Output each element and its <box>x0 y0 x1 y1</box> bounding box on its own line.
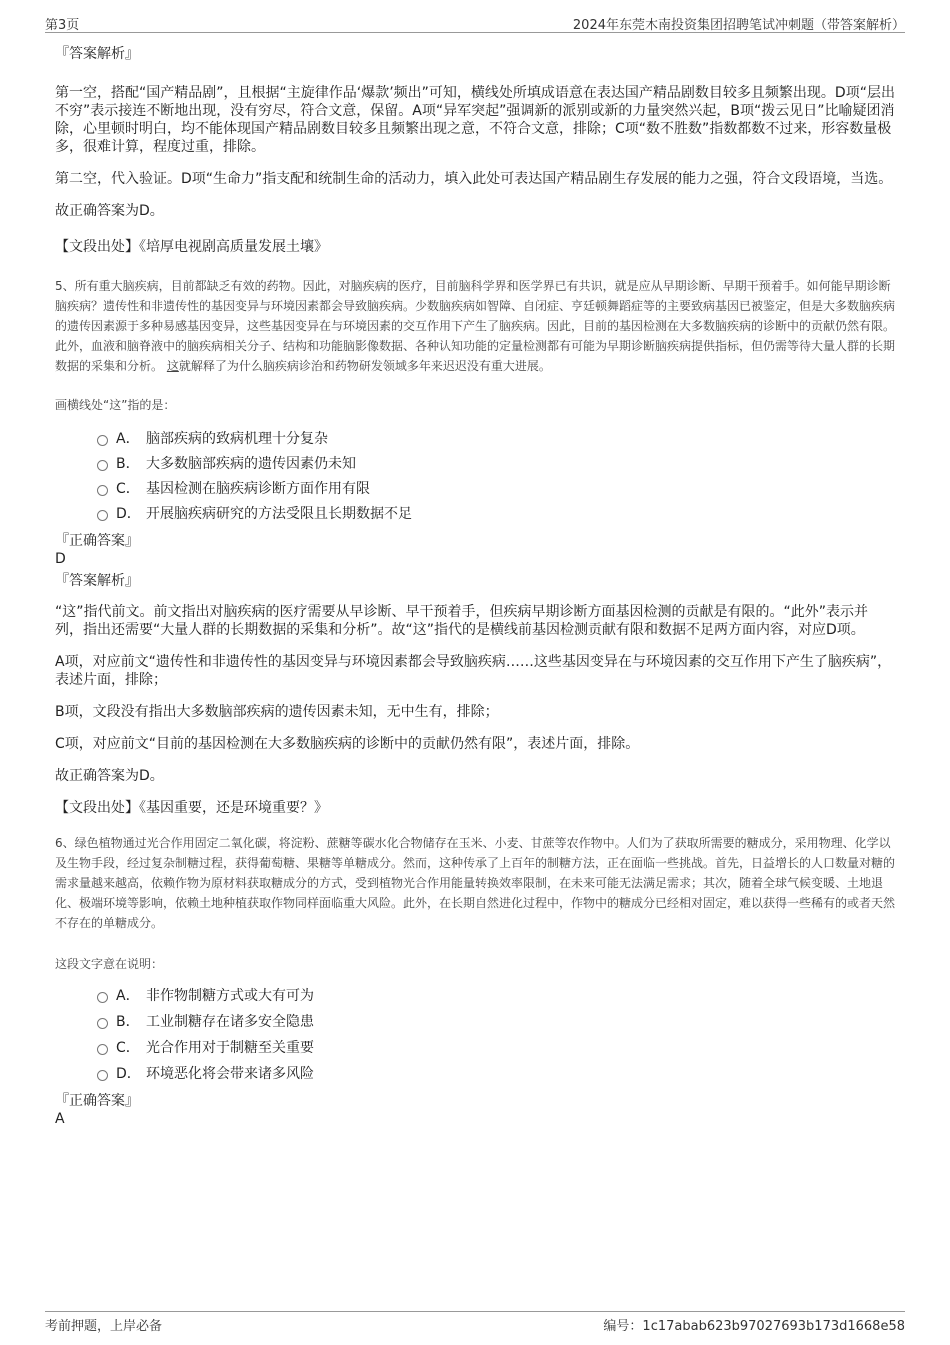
q5-option-a[interactable] <box>97 430 895 448</box>
q5-option-c[interactable] <box>97 480 895 498</box>
source-label: 【文段出处】 <box>55 239 139 255</box>
footer-code-value: 1c17abab623b97027693b173d1668e58 <box>642 1319 905 1334</box>
q4-source <box>55 238 895 256</box>
option-text: 大多数脑部疾病的遗传因素仍未知 <box>146 456 356 472</box>
radio-icon[interactable] <box>97 1044 108 1055</box>
radio-icon[interactable] <box>97 510 108 521</box>
q5-passage <box>55 276 895 376</box>
option-letter: A． <box>116 431 140 447</box>
footer-code-label: 编号： <box>603 1319 643 1334</box>
q6-passage: 6、绿色植物通过光合作用固定二氧化碳，将淀粉、蔗糖等碳水化合物储存在玉米、小麦、甘蔗等农作物中。人们为了获取所需要的糖成分，采用物理、化学以及生物手段，经过复杂制糖过程，获得葡萄糖、果糖等单糖成分。然而，这种传承了上百年的制糖方法，正在面临一些挑战。首先，日益增长的人口数量对糖的需求量越来越高，依赖作物为原材料获取糖成分的方式，受到植物光合作用能量转换效率限制，在未来可能无法满足需求；其次，随着全球气候变暖、土地退化、极端环境等影响，依赖土地种植获取作物同样面临重大风险。此外，在长期自然进化过程中，作物中的糖成分已经相对固定，难以获得一些稀有的或者天然不存在的单糖成分。 <box>55 836 896 930</box>
document-title: 2024年东莞木南投资集团招聘笔试冲刺题（带答案解析） <box>572 18 905 33</box>
q5-analysis-paragraph-4: C项，对应前文“目前的基因检测在大多数脑疾病的诊断中的贡献仍然有限”，表述片面，排除。 <box>55 736 640 752</box>
q5-answer: D <box>55 551 66 567</box>
q5-analysis-paragraph-1: “这”指代前文。前文指出对脑疾病的医疗需要从早诊断、早干预着手，但疾病早期诊断方面基因检测的贡献是有限的。“此外”表示并列，指出还需要“大量人群的长期数据的采集和分析”。故“这”指代的是横线前基因检测贡献有限和数据不足两方面内容，对应D项。 <box>55 604 869 638</box>
option-text: 基因检测在脑疾病诊断方面作用有限 <box>146 481 370 497</box>
option-text: 开展脑疾病研究的方法受限且长期数据不足 <box>146 506 412 522</box>
source-title: 《基因重要，还是环境重要？》 <box>139 800 328 816</box>
radio-icon[interactable] <box>97 1070 108 1081</box>
option-text: 非作物制糖方式或大有可为 <box>146 988 314 1004</box>
q5-passage-tail: 就解释了为什么脑疾病诊治和药物研发领域多年来迟迟没有重大进展。 <box>178 359 551 373</box>
q5-option-b[interactable] <box>97 455 895 473</box>
option-text: 环境恶化将会带来诸多风险 <box>146 1066 314 1082</box>
analysis-heading: 『答案解析』 <box>55 46 139 62</box>
correct-answer-heading: 『正确答案』 <box>55 1093 139 1109</box>
q6-options <box>97 987 895 1083</box>
q5-prompt: 画横线处“这”指的是： <box>55 398 176 412</box>
radio-icon[interactable] <box>97 435 108 446</box>
option-text: 光合作用对于制糖至关重要 <box>146 1040 314 1056</box>
option-letter: D． <box>116 506 141 522</box>
q6-option-b[interactable] <box>97 1013 895 1031</box>
q5-options <box>97 430 895 523</box>
q4-analysis-paragraph-1: 第一空，搭配“国产精品剧”，且根据“主旋律作品‘爆款’频出”可知，横线处所填成语意在表达国产精品剧数目较多且频繁出现。D项“层出不穷”表示接连不断地出现，没有穷尽，符合文意，保留。A项“异军突起”强调新的派别或新的力量突然兴起，B项“拨云见日”比喻疑团消除，心里顿时明白，均不能体现国产精品剧数目较多且频繁出现之意，不符合文意，排除；C项“数不胜数”指数都数不过来，形容数量极多，很难计算，程度过重，排除。 <box>55 85 895 155</box>
option-letter: D． <box>116 1066 141 1082</box>
option-text: 工业制糖存在诸多安全隐患 <box>146 1014 314 1030</box>
q4-analysis-paragraph-2: 第二空，代入验证。D项“生命力”指支配和统制生命的活动力，填入此处可表达国产精品剧生存发展的能力之强，符合文段语境，当选。 <box>55 171 893 187</box>
radio-icon[interactable] <box>97 485 108 496</box>
option-text: 脑部疾病的致病机理十分复杂 <box>146 431 328 447</box>
q5-conclusion: 故正确答案为D。 <box>55 768 164 784</box>
source-label: 【文段出处】 <box>55 800 139 816</box>
q5-analysis-paragraph-2: A项，对应前文“遗传性和非遗传性的基因变异与环境因素都会导致脑疾病……这些基因变异在与环境因素的交互作用下产生了脑疾病”，表述片面，排除； <box>55 654 892 688</box>
page-footer <box>45 1311 905 1336</box>
document-body <box>55 42 895 1127</box>
q6-option-d[interactable] <box>97 1065 895 1083</box>
option-letter: A． <box>116 988 140 1004</box>
q6-option-a[interactable] <box>97 987 895 1005</box>
page-header <box>45 12 905 33</box>
page-number: 第3页 <box>45 18 80 33</box>
analysis-heading: 『答案解析』 <box>55 573 139 589</box>
option-letter: B． <box>116 1014 140 1030</box>
q5-underlined-word: 这 <box>166 359 179 373</box>
radio-icon[interactable] <box>97 992 108 1003</box>
option-letter: B． <box>116 456 140 472</box>
q6-prompt: 这段文字意在说明： <box>55 957 164 971</box>
q6-answer: A <box>55 1111 65 1127</box>
option-letter: C． <box>116 1040 140 1056</box>
q6-option-c[interactable] <box>97 1039 895 1057</box>
q5-source <box>55 799 895 817</box>
option-letter: C． <box>116 481 140 497</box>
radio-icon[interactable] <box>97 1018 108 1029</box>
q4-conclusion: 故正确答案为D。 <box>55 203 164 219</box>
q5-option-d[interactable] <box>97 505 895 523</box>
q5-passage-text: 5、所有重大脑疾病，目前都缺乏有效的药物。因此，对脑疾病的医疗，目前脑科学界和医学界已有共识，就是应从早期诊断、早期干预着手。如何能早期诊断脑疾病？遗传性和非遗传性的基因变异与环境因素都会导致脑疾病。少数脑疾病如智障、自闭症、亨廷顿舞蹈症等的主要致病基因已被鉴定，但是大多数脑疾病的遗传因素源于多种易感基因变异，这些基因变异在与环境因素的交互作用下产生了脑疾病。因此，目前的基因检测在大多数脑疾病的诊断中的贡献仍然有限。此外，血液和脑脊液中的脑疾病相关分子、结构和功能脑影像数据、各种认知功能的定量检测都有可能为早期诊断脑疾病提供指标，但仍需等待大量人群的长期数据的采集和分析。 <box>55 279 896 373</box>
source-title: 《培厚电视剧高质量发展土壤》 <box>139 239 328 255</box>
footer-code <box>603 1315 905 1334</box>
q5-analysis-paragraph-3: B项，文段没有指出大多数脑部疾病的遗传因素未知，无中生有，排除； <box>55 704 499 720</box>
correct-answer-heading: 『正确答案』 <box>55 533 139 549</box>
footer-slogan: 考前押题，上岸必备 <box>45 1319 163 1334</box>
radio-icon[interactable] <box>97 460 108 471</box>
